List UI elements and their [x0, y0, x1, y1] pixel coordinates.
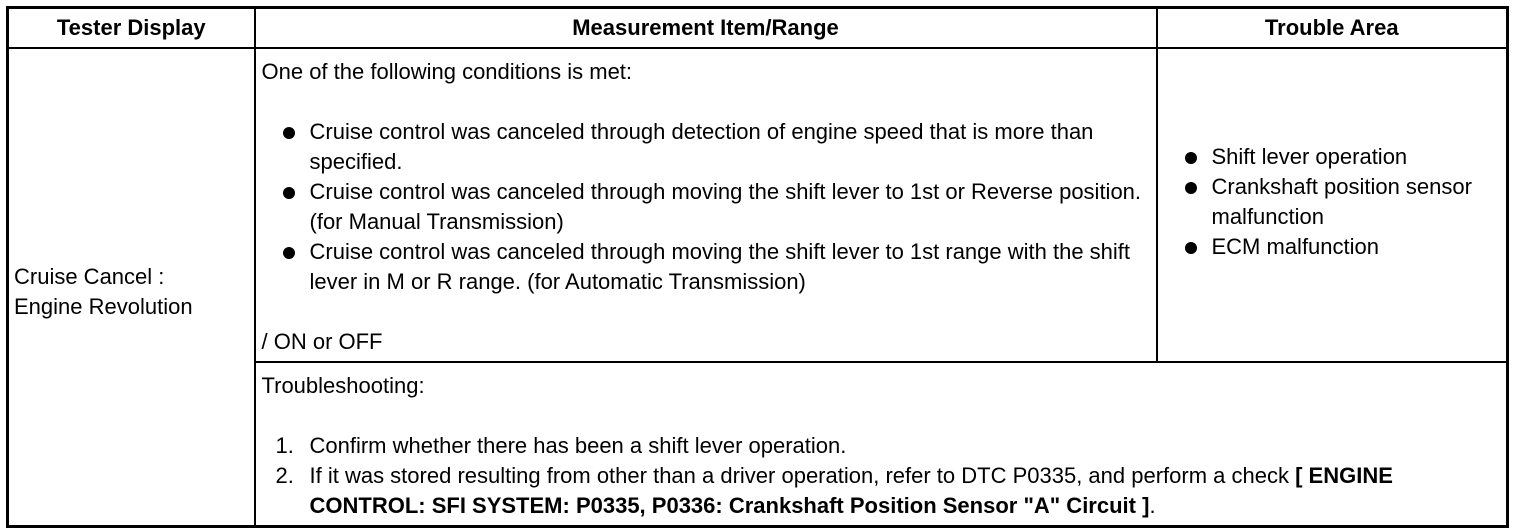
- spec-table-container: [6, 6, 1509, 528]
- list-item: Cruise control was canceled through detection of engine speed that is more than specified.: [310, 117, 1150, 177]
- step-end: .: [1149, 493, 1156, 518]
- link-bracket-close: ]: [1142, 493, 1150, 518]
- list-item: Shift lever operation: [1212, 142, 1501, 172]
- header-measurement: Measurement Item/Range: [255, 8, 1157, 49]
- step-number: 1.: [275, 433, 294, 458]
- header-row: [8, 8, 1508, 49]
- list-item: ECM malfunction: [1212, 232, 1501, 262]
- tester-display-line: Cruise Cancel :: [14, 264, 165, 289]
- list-item: [275, 461, 1501, 521]
- list-item: Cruise control was canceled through moving the shift lever to 1st or Reverse position. (for Manual Transmission): [310, 177, 1150, 237]
- tester-display-cell: [8, 48, 255, 527]
- header-trouble-area: Trouble Area: [1157, 8, 1508, 49]
- step-text: If it was stored resulting from other than a driver operation, refer to DTC P0335, and perform a check: [309, 463, 1289, 488]
- condition-list: [262, 117, 1150, 297]
- list-item: Cruise control was canceled through moving the shift lever to 1st range with the shift lever in M or R range. (for Automatic Transmission): [310, 237, 1150, 297]
- link-bracket-open: [: [1295, 463, 1303, 488]
- tester-display-line: Engine Revolution: [14, 294, 193, 319]
- troubleshooting-cell: [255, 362, 1508, 527]
- trouble-area-cell: [1157, 48, 1508, 362]
- trouble-area-list: [1164, 142, 1501, 262]
- list-item: Crankshaft position sensor malfunction: [1212, 172, 1501, 232]
- diagnostic-spec-table: [6, 6, 1509, 528]
- troubleshooting-title: Troubleshooting:: [261, 373, 425, 398]
- reference-link[interactable]: ENGINE CONTROL: SFI SYSTEM: P0335, P0336: Crankshaft Position Sensor "A" Circuit: [309, 463, 1393, 518]
- header-tester-display: Tester Display: [8, 8, 255, 49]
- table-row: [8, 48, 1508, 362]
- step-number: 2.: [275, 463, 294, 488]
- list-item: [275, 431, 1501, 461]
- measurement-intro: One of the following conditions is met:: [261, 59, 633, 84]
- measurement-range: / ON or OFF: [261, 329, 383, 354]
- measurement-cell: [255, 48, 1157, 362]
- troubleshooting-steps: [262, 431, 1501, 521]
- step-text: Confirm whether there has been a shift lever operation.: [309, 433, 847, 458]
